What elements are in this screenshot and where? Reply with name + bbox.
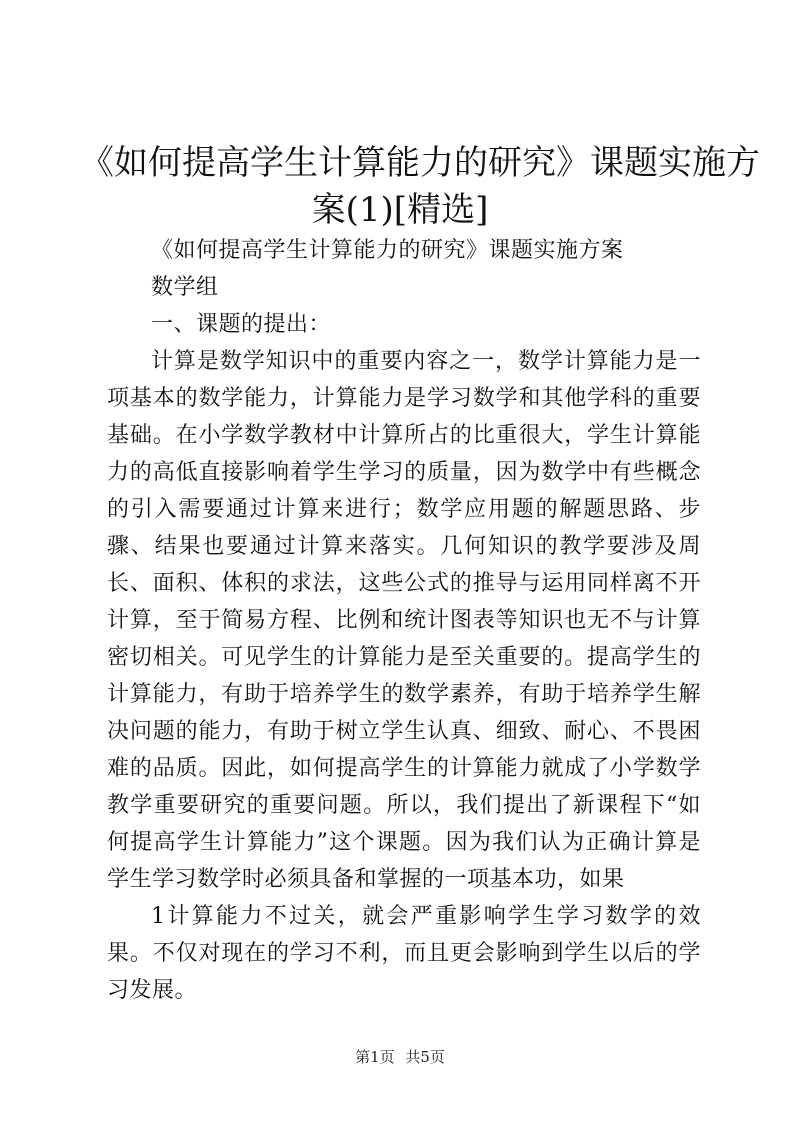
document-title-line-1: 《如何提高学生计算能力的研究》课题实施方 <box>80 143 760 183</box>
body-paragraph: 1计算能力不过关，就会严重影响学生学习数学的效果。不仅对现在的学习不利，而且更会影响到学生以后的学习发展。 <box>107 904 701 1003</box>
subtitle-paragraph: 《如何提高学生计算能力的研究》课题实施方案 <box>151 238 624 263</box>
section-heading: 一、课题的提出： <box>151 312 332 337</box>
page-number: 第1页 <box>355 1048 395 1066</box>
author-paragraph: 数学组 <box>151 275 219 300</box>
body-paragraph: 计算是数学知识中的重要内容之一，数学计算能力是一项基本的数学能力，计算能力是学习数学和其他学科的重要基础。在小学数学教材中计算所占的比重很大，学生计算能力的高低直接影响着学生学习的质量，因为数学中有些概念的引入需要通过计算来进行；数学应用题的解题思路、步骤、结果也要通过计算来落实。几何知识的教学要涉及周长、面积、体积的求法，这些公式的推导与运用同样离不开计算，至于简易方程、比例和统计图表等知识也无不与计算密切相关。可见学生的计算能力是至关重要的。提高学生的计算能力，有助于培养学生的数学素养，有助于培养学生解决问题的能力，有助于树立学生认真、细致、耐心、不畏困难的品质。因此，如何提高学生的计算能力就成了小学数学教学重要研究的重要问题。所以，我们提出了新课程下“如何提高学生计算能力”这个课题。因为我们认为正确计算是学生学习数学时必须具备和掌握的一项基本功，如果 <box>107 349 701 892</box>
page-footer <box>0 1047 800 1067</box>
document-title-line-2: 案(1)[精选] <box>311 190 489 230</box>
document-body <box>107 232 701 1009</box>
page-total: 共5页 <box>405 1048 445 1066</box>
